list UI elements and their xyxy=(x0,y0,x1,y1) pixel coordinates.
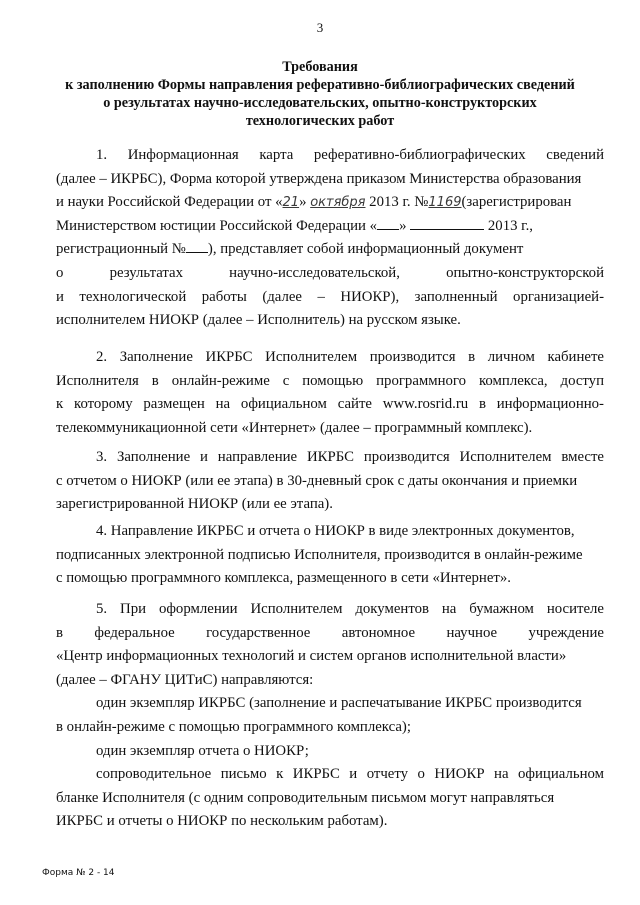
quote-close: » xyxy=(399,217,407,234)
year-text: 2013 г., xyxy=(487,217,533,234)
form-number-footer: Форма № 2 - 14 xyxy=(42,868,115,878)
paragraph-1 xyxy=(56,144,604,333)
list-item-3-line-1: сопроводительное письмо к ИКРБС и отчету о НИОКР на официальном xyxy=(96,766,604,783)
document-title xyxy=(40,58,600,130)
registered-text: (зарегистрирован xyxy=(461,194,572,211)
paragraph-2-line-4: телекоммуникационной сети «Интернет» (далее – программный комплекс). xyxy=(56,419,533,436)
paragraph-4-line-2: подписанных электронной подписью Исполнителя, производится в онлайн-режиме xyxy=(56,546,583,563)
page-number: 3 xyxy=(316,20,324,35)
paragraph-3-line-2: с отчетом о НИОКР (или ее этапа) в 30-дневный срок с даты окончания и приемки xyxy=(56,472,578,489)
list-item-3-line-3: ИКРБС и отчеты о НИОКР по нескольким работам). xyxy=(56,813,388,830)
ministry-text: Министерством юстиции Российской Федерации « xyxy=(56,217,378,234)
paragraph-5-line-1: 5. При оформлении Исполнителем документов на бумажном носителе xyxy=(96,601,604,617)
paragraph-4-line-3: с помощью программного комплекса, размещенного в сети «Интернет». xyxy=(56,570,511,587)
paragraph-1-line-4 xyxy=(56,215,604,239)
list-item-3-line-2: бланке Исполнителя (с одним сопроводительным письмом могут направляться xyxy=(56,789,555,806)
paragraph-4 xyxy=(56,520,604,591)
blank-month-field xyxy=(410,215,484,230)
paragraph-1-line-8: исполнителем НИОКР (далее – Исполнитель) на русском языке. xyxy=(56,312,461,329)
paragraph-4-line-1: 4. Направление ИКРБС и отчета о НИОКР в виде электронных документов, xyxy=(96,523,575,539)
paragraph-1-line-5 xyxy=(56,238,604,262)
title-line-4: технологических работ xyxy=(245,113,395,129)
paragraph-2 xyxy=(56,346,604,440)
paragraph-5-line-4: (далее – ФГАНУ ЦИТиС) направляются: xyxy=(56,671,314,688)
blank-day-field xyxy=(377,215,399,230)
order-number-prefix: 2013 г. № xyxy=(365,194,429,211)
blank-registration-number xyxy=(186,238,208,253)
order-date-prefix: и науки Российской Федерации от « xyxy=(56,194,283,211)
paragraph-1-line-1: 1. Информационная карта реферативно-библиографических сведений xyxy=(96,147,604,163)
represents-text: ), представляет собой информационный документ xyxy=(207,241,524,258)
list-item-1-line-1: один экземпляр ИКРБС (заполнение и распечатывание ИКРБС производится xyxy=(96,695,582,712)
handwritten-order-number: 1169 xyxy=(428,195,462,211)
paragraph-2-line-1: 2. Заполнение ИКРБС Исполнителем производится в личном кабинете xyxy=(96,349,604,365)
title-line-1: Требования xyxy=(282,59,358,75)
paragraph-1-line-3 xyxy=(56,191,604,215)
paragraph-3 xyxy=(56,446,604,517)
title-line-3: о результатах научно-исследовательских, опытно-конструкторских xyxy=(103,95,537,111)
paragraph-1-line-6: о результатах научно-исследовательской, опытно-конструкторской xyxy=(56,264,604,281)
title-line-2: к заполнению Формы направления реферативно-библиографических сведений xyxy=(65,77,575,93)
paragraph-5-line-3: «Центр информационных технологий и систем органов исполнительной власти» xyxy=(56,648,567,665)
handwritten-day: 21 xyxy=(282,195,300,211)
handwritten-month: октября xyxy=(310,195,366,211)
paragraph-2-line-3: к которому размещен на официальном сайте www.rosrid.ru в информационно- xyxy=(56,396,604,413)
paragraph-1-line-7: и технологической работы (далее – НИОКР), заполненный организацией- xyxy=(56,288,604,305)
registration-label: регистрационный № xyxy=(56,241,186,258)
paragraph-1-line-2: (далее – ИКРБС), Форма которой утверждена приказом Министерства образования xyxy=(56,170,582,187)
paragraph-3-line-1: 3. Заполнение и направление ИКРБС производится Исполнителем вместе xyxy=(96,449,604,465)
list-item-1-line-2: в онлайн-режиме с помощью программного комплекса); xyxy=(56,718,411,735)
order-date-sep: » xyxy=(299,194,311,211)
paragraph-2-line-2: Исполнителя в онлайн-режиме с помощью программного комплекса, доступ xyxy=(56,372,604,389)
list-item-2: один экземпляр отчета о НИОКР; xyxy=(96,742,309,759)
paragraph-3-line-3: зарегистрированной НИОКР (или ее этапа). xyxy=(56,496,333,513)
paragraph-5-line-2: в федеральное государственное автономное научное учреждение xyxy=(56,624,604,641)
paragraph-5 xyxy=(56,598,604,834)
